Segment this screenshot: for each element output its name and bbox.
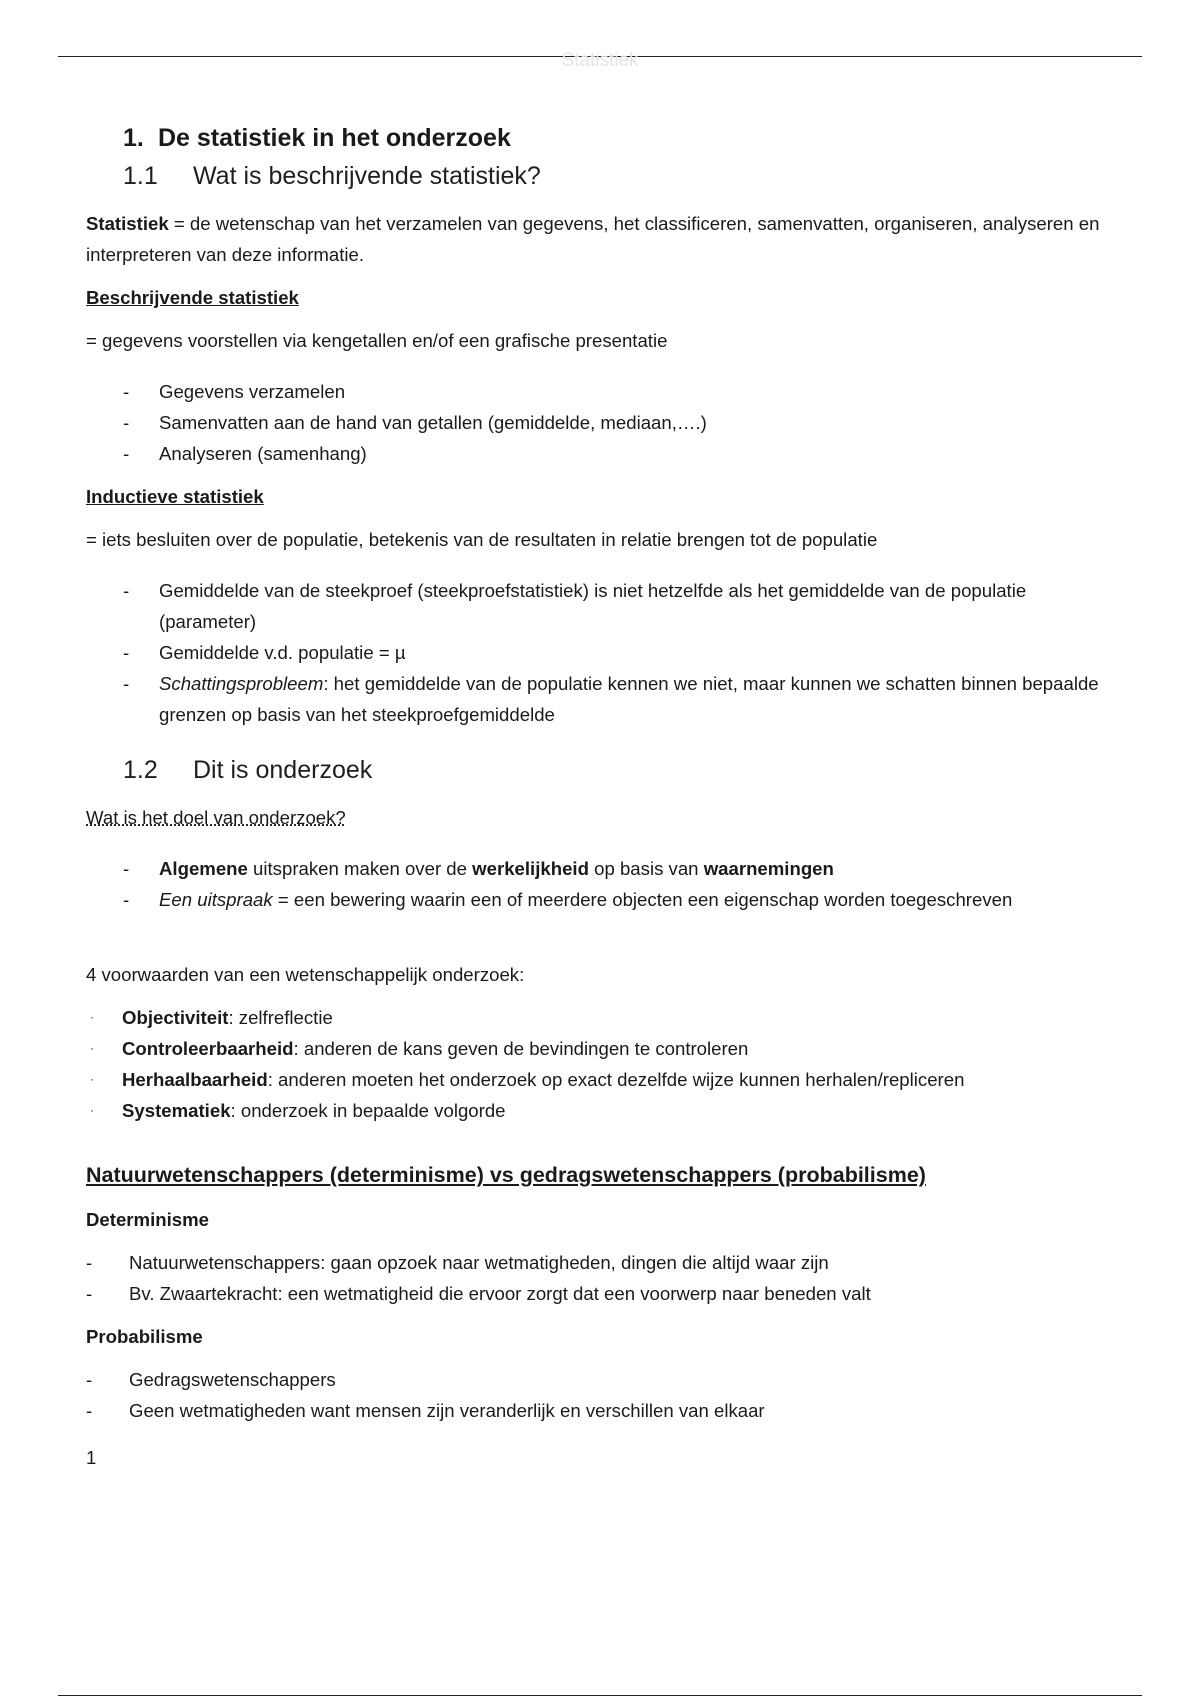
list-item <box>86 376 1120 407</box>
list-item <box>86 438 1120 469</box>
list-item <box>86 1278 1120 1309</box>
bold-term: Controleerbaarheid <box>122 1038 294 1059</box>
list-item-text: : zelfreflectie <box>228 1007 333 1028</box>
dash-bullet: - <box>123 443 130 464</box>
list-item-text: Samenvatten aan de hand van getallen (gemiddelde, mediaan,….) <box>159 412 707 433</box>
beschrijvende-heading <box>86 282 1120 313</box>
heading-1-2-title: Dit is onderzoek <box>193 756 373 784</box>
list-item <box>86 1033 1120 1064</box>
list-item-text: Gegevens verzamelen <box>159 381 346 402</box>
list-item-text: Gedragswetenschappers <box>129 1369 336 1390</box>
list-item-text: uitspraken maken over de <box>247 858 473 879</box>
list-item <box>86 1395 1120 1426</box>
heading-1-2-number: 1.2 <box>123 756 158 784</box>
dash-bullet: - <box>123 889 130 910</box>
determinisme-heading-text: Determinisme <box>86 1209 209 1230</box>
dash-bullet: - <box>86 1283 93 1304</box>
list-item <box>86 668 1120 730</box>
dot-bullet: · <box>90 1041 94 1055</box>
dash-bullet: - <box>123 673 130 694</box>
doel-list <box>86 853 1120 915</box>
determinisme-heading <box>86 1204 1120 1235</box>
voorwaarden-intro: 4 voorwaarden van een wetenschappelijk onderzoek: <box>86 964 525 985</box>
footer-rule <box>58 1695 1142 1696</box>
dash-bullet: - <box>123 381 130 402</box>
dash-bullet: - <box>123 858 130 879</box>
probabilisme-list <box>86 1364 1120 1426</box>
definition-term: Statistiek <box>86 213 169 234</box>
list-item-emphasis: Een uitspraak <box>159 889 273 910</box>
heading-1-1 <box>123 156 1120 196</box>
list-item-text: : het gemiddelde van de populatie kennen we niet, maar kunnen we schatten binnen bepaalde grenzen op basis van het steekproefgemiddelde <box>159 673 1099 725</box>
dash-bullet: - <box>86 1369 93 1390</box>
header-watermark: Statistiek <box>561 50 639 71</box>
document-body <box>86 112 1120 1473</box>
inductieve-heading <box>86 481 1120 512</box>
dot-bullet: · <box>90 1010 94 1024</box>
heading-1-1-number: 1.1 <box>123 162 158 190</box>
list-item-text: Bv. Zwaartekracht: een wetmatigheid die ervoor zorgt dat een voorwerp naar beneden valt <box>129 1283 871 1304</box>
heading-1-number: 1. <box>123 124 144 152</box>
list-item-emphasis: Schattingsprobleem <box>159 673 324 694</box>
definition-text: = de wetenschap van het verzamelen van gegevens, het classificeren, samenvatten, organiseren, analyseren en interpreteren van deze informatie. <box>86 213 1100 265</box>
dash-bullet: - <box>123 412 130 433</box>
list-item-text: Gemiddelde v.d. populatie = µ <box>159 642 406 663</box>
list-item-text: : anderen de kans geven de bevindingen te controleren <box>293 1038 749 1059</box>
list-item <box>86 1247 1120 1278</box>
heading-1-title: De statistiek in het onderzoek <box>158 124 511 152</box>
heading-1-1-title: Wat is beschrijvende statistiek? <box>193 162 541 190</box>
list-item <box>86 575 1120 637</box>
list-item <box>86 407 1120 438</box>
bold-term: Systematiek <box>122 1100 231 1121</box>
inductieve-heading-text: Inductieve statistiek <box>86 486 264 507</box>
list-item <box>86 637 1120 668</box>
list-item-text: = een bewering waarin een of meerdere objecten een eigenschap worden toegeschreven <box>272 889 1013 910</box>
dash-bullet: - <box>86 1400 93 1421</box>
heading-1-2 <box>123 750 1120 790</box>
list-item-text: Natuurwetenschappers: gaan opzoek naar wetmatigheden, dingen die altijd waar zijn <box>129 1252 829 1273</box>
list-item-text: Analyseren (samenhang) <box>159 443 367 464</box>
beschrijvende-definition: = gegevens voorstellen via kengetallen en/of een grafische presentatie <box>86 330 668 351</box>
dash-bullet: - <box>86 1252 93 1273</box>
statistiek-definition <box>86 208 1120 270</box>
bold-term: Herhaalbaarheid <box>122 1069 268 1090</box>
probabilisme-heading <box>86 1321 1120 1352</box>
dot-bullet: · <box>90 1072 94 1086</box>
list-item <box>86 884 1120 915</box>
list-item <box>86 1064 1120 1095</box>
dot-bullet: · <box>90 1103 94 1117</box>
probabilisme-heading-text: Probabilisme <box>86 1326 203 1347</box>
inductieve-list <box>86 575 1120 730</box>
onderzoek-question <box>86 802 1120 833</box>
list-item-text: : anderen moeten het onderzoek op exact dezelfde wijze kunnen herhalen/repliceren <box>267 1069 965 1090</box>
heading-1 <box>123 120 1120 156</box>
comparison-title: Natuurwetenschappers (determinisme) vs gedragswetenschappers (probabilisme) <box>86 1163 926 1187</box>
list-item-text: Geen wetmatigheden want mensen zijn veranderlijk en verschillen van elkaar <box>129 1400 765 1421</box>
list-item <box>86 1095 1120 1126</box>
list-item <box>86 853 1120 884</box>
beschrijvende-heading-text: Beschrijvende statistiek <box>86 287 299 308</box>
list-item-text: : onderzoek in bepaalde volgorde <box>230 1100 506 1121</box>
page-number: 1 <box>86 1447 97 1468</box>
bold-term: werkelijkheid <box>472 858 589 879</box>
determinisme-list <box>86 1247 1120 1309</box>
list-item-text: Gemiddelde van de steekproef (steekproefstatistiek) is niet hetzelfde als het gemiddelde van de populatie (parameter) <box>159 580 1027 632</box>
bold-term: Algemene <box>159 858 248 879</box>
voorwaarden-list <box>86 1002 1120 1126</box>
dash-bullet: - <box>123 642 130 663</box>
dash-bullet: - <box>123 580 130 601</box>
inductieve-definition: = iets besluiten over de populatie, betekenis van de resultaten in relatie brengen tot de populatie <box>86 529 878 550</box>
list-item-text: op basis van <box>588 858 704 879</box>
bold-term: waarnemingen <box>703 858 834 879</box>
beschrijvende-list <box>86 376 1120 469</box>
bold-term: Objectiviteit <box>122 1007 229 1028</box>
list-item <box>86 1002 1120 1033</box>
list-item <box>86 1364 1120 1395</box>
onderzoek-question-text: Wat is het doel van onderzoek? <box>86 807 346 828</box>
